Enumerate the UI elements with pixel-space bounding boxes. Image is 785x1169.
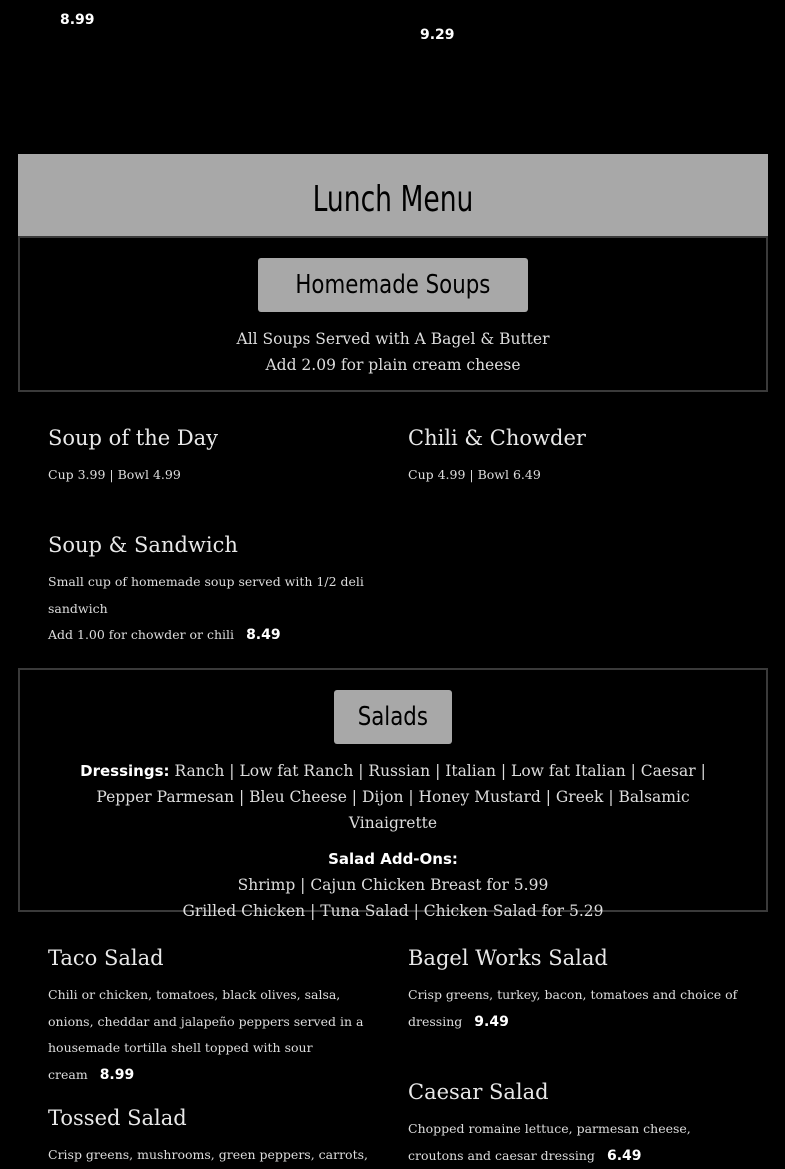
menu-item	[48, 946, 378, 1088]
item-description: Cup 3.99 | Bowl 4.99	[48, 467, 181, 482]
section-heading-salads: Salads	[334, 690, 452, 744]
addons-line: Shrimp | Cajun Chicken Breast for 5.99	[237, 876, 549, 894]
item-description-text: Chopped romaine lettuce, parmesan cheese, croutons and caesar dressing	[408, 1121, 691, 1163]
menu-item	[408, 1080, 738, 1169]
menu-item	[48, 426, 378, 489]
addons-label: Salad Add-Ons:	[328, 850, 458, 868]
soups-note: Add 2.09 for plain cream cheese	[265, 356, 521, 374]
item-title: Taco Salad	[48, 946, 164, 970]
item-description	[48, 569, 378, 649]
item-title: Chili & Chowder	[408, 426, 586, 450]
menu-item	[408, 426, 738, 489]
item-title: Bagel Works Salad	[408, 946, 608, 970]
dressings-list	[53, 758, 733, 836]
page-title: Lunch Menu	[312, 178, 474, 220]
item-price: 6.49	[606, 1147, 642, 1164]
item-description	[408, 1116, 738, 1169]
item-title: Soup & Sandwich	[48, 533, 238, 557]
menu-item	[48, 533, 378, 649]
soups-section-header	[18, 236, 768, 392]
item-price: 8.99	[99, 1066, 135, 1083]
menu-item	[48, 1106, 378, 1169]
item-price: 9.49	[474, 1013, 509, 1030]
dressings-options: Ranch | Low fat Ranch | Russian | Italian | Low fat Italian | Caesar | Pepper Parmesan | Bleu Cheese | Dijon | Honey Mustard | Greek | Balsamic Vinaigrette	[96, 762, 706, 832]
addons-line: Grilled Chicken | Tuna Salad | Chicken Salad for 5.29	[182, 902, 604, 920]
lunch-menu-banner	[18, 154, 768, 238]
item-description-text: Chili or chicken, tomatoes, black olives, salsa, onions, cheddar and jalapeño peppers served in a housemade tortilla shell topped with sour cream	[48, 987, 364, 1082]
item-description-text: Crisp greens, turkey, bacon, tomatoes and choice of dressing	[408, 987, 738, 1029]
previous-item-price: 9.29	[420, 27, 455, 43]
item-description-line: Add 1.00 for chowder or chili	[48, 627, 235, 642]
previous-item-price: 8.99	[60, 12, 95, 28]
item-title: Caesar Salad	[408, 1080, 549, 1104]
section-heading-soups: Homemade Soups	[258, 258, 528, 312]
salads-section-header	[18, 668, 768, 920]
item-description-line: Small cup of homemade soup served with 1/2 deli sandwich	[48, 574, 364, 616]
dressings-label: Dressings:	[80, 762, 170, 780]
item-price: 8.49	[246, 627, 281, 643]
item-title: Soup of the Day	[48, 426, 219, 450]
item-description	[48, 982, 378, 1088]
item-description: Crisp greens, mushrooms, green peppers, carrots,	[48, 1147, 368, 1162]
item-title: Tossed Salad	[48, 1106, 187, 1130]
menu-item	[408, 946, 738, 1035]
item-description: Cup 4.99 | Bowl 6.49	[408, 467, 541, 482]
item-description	[408, 982, 738, 1035]
soups-note: All Soups Served with A Bagel & Butter	[236, 330, 550, 348]
